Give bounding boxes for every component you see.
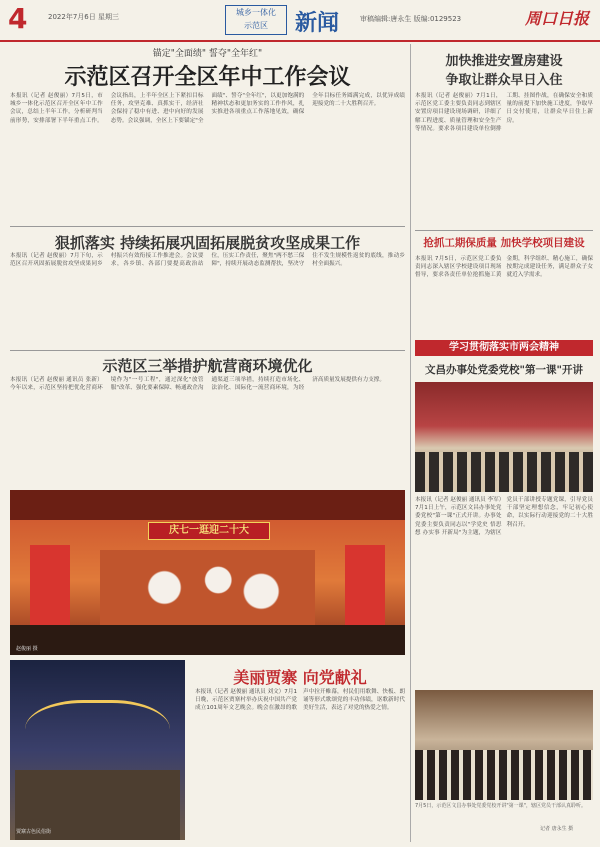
divider xyxy=(10,226,405,227)
stage-screen xyxy=(345,545,385,625)
editor-line: 审稿编辑:唐永生 版编:0129523 xyxy=(360,15,462,23)
headline-line: 加快推进安置房建设 xyxy=(445,54,563,69)
stage-banner: 庆七一逛迎二十大 xyxy=(148,522,270,540)
article-headline: 狠抓落实 持续拓展巩固拓展脱贫攻坚成果工作 xyxy=(54,234,361,252)
article-headline: 抢抓工期保质量 加快学校项目建设 xyxy=(423,237,585,249)
article-headline: 美丽贾寨 向党献礼 xyxy=(233,668,367,687)
section-tag xyxy=(225,5,287,35)
photo-credit: 记者 唐永生 摄 xyxy=(540,826,574,832)
feature-band: 学习贯彻落实市两会精神 xyxy=(415,340,593,356)
section-title: 新闻 xyxy=(295,10,340,36)
article-headline: 示范区三举措护航营商环境优化 xyxy=(102,357,313,375)
page-number: 4 xyxy=(8,2,28,35)
article-body: 本报讯（记者 赵俊丽）7月下旬，示范区召开巩固拓展脱贫攻坚成果同乡村振兴有效衔接工作推进会。会议要求，各乡镇、各部门要提高政治站位，压实工作责任，聚焦"两不愁三保障"，持续开展动态监测帮扶，坚决守住不发生规模性返贫的底线，推动乡村全面振兴。 xyxy=(10,253,405,268)
column-rule xyxy=(410,44,411,842)
audience xyxy=(10,625,405,655)
divider xyxy=(415,230,593,231)
performers xyxy=(100,550,315,625)
article-headline: 文昌办事处党委党校"第一课"开讲 xyxy=(425,364,583,376)
headline-line: 争取让群众早日入住 xyxy=(445,73,563,88)
section-tag-line1: 城乡一体化 xyxy=(236,8,276,17)
stage-screen xyxy=(30,545,70,625)
stage-photo xyxy=(10,490,405,655)
photo-credit: 赵俊丽 摄 xyxy=(16,646,38,652)
article-headline xyxy=(415,50,593,88)
night-street-photo xyxy=(10,660,185,840)
section-tag-line2: 示范区 xyxy=(244,21,268,30)
article-body: 本报讯（记者 赵俊丽 通讯员 刘文）7月1日晚，示范区贾寨村举办庆祝中国共产党成立101周年文艺晚会。晚会在激昂的歌声中拉开帷幕，村民们用歌舞、快板、朗诵等形式歌颂党的丰功伟绩，讴歌新时代美好生活，表达了对党的热爱之情。 xyxy=(195,689,405,712)
photo-credit: 贾寨古色民俗街 xyxy=(16,829,52,835)
issue-date: 2022年7月6日 星期三 xyxy=(48,13,119,21)
divider xyxy=(10,350,405,351)
lecture-photo xyxy=(415,690,593,800)
article-body: 本报讯（记者 赵俊丽 通讯员 张新）今年以来，示范区坚持把优化营商环境作为"一号工程"，通过深化"放管服"改革、强化要素保障、畅通政企沟通渠道三项举措，持续打造市场化、法治化、国际化一流营商环境，为经济高质量发展提供有力支撑。 xyxy=(10,377,385,392)
lead-body: 本报讯（记者 赵俊丽）7月5日，市城乡一体化示范区召开全区年中工作会议，总结上半年工作，分析研判当前形势，安排部署下半年重点工作。会议指出，上半年全区上下紧扣目标任务，攻坚克难、真抓实干，经济社会保持了稳中有进、进中向好的发展态势。会议强调，全区上下要锚定"全面绩"、誓夺"全年红"，以更加饱满的精神状态和更加务实的工作作风，扎实推进各项重点工作落地见效，确保全年目标任务圆满完成，以优异成绩迎接党的二十大胜利召开。 xyxy=(10,93,405,124)
attendees xyxy=(415,750,593,800)
article-body: 本报讯（记者 赵俊丽）7月1日，示范区党工委主要负责同志到辖区安置房项目建设现场调研，详细了解工程进度、质量管理和安全生产等情况。要求各项目建设单位倒排工期、挂图作战，在确保安全和质量的前提下加快施工进度，争取早日交付使用，让群众早日住上新房。 xyxy=(415,93,593,132)
lead-kicker: 锚定"全面绩" 誓夺"全年红" xyxy=(152,49,263,59)
article-body: 本报讯 7月5日，示范区党工委负责同志深入辖区学校建设项目现场督导，要求各责任单位抢抓施工黄金期，科学组织、精心施工，确保按期完成建设任务，满足群众子女就近入学需求。 xyxy=(415,256,593,279)
lit-archway xyxy=(25,700,170,773)
newspaper-logo: 周口日报 xyxy=(525,9,590,28)
classroom-photo xyxy=(415,382,593,492)
article-body: 本报讯（记者 赵俊丽 通讯员 李军）7月1日上午，示范区文昌办事处党委党校"第一课"正式开讲。办事处党委主要负责同志以"学党史 悟思想 办实事 开新局"为主题，为辖区党员干部讲授专题党课，引导党员干部坚定理想信念，牢记初心使命，以实际行动迎接党的二十大胜利召开。 xyxy=(415,497,593,536)
stage-backdrop xyxy=(10,490,405,520)
lead-headline: 示范区召开全区年中工作会议 xyxy=(64,64,351,90)
photo-caption: 7月5日，示范区文昌办事处党委党校开讲"第一课"，辖区党员干部认真聆听。 xyxy=(415,803,586,809)
audience-rows xyxy=(415,452,593,492)
